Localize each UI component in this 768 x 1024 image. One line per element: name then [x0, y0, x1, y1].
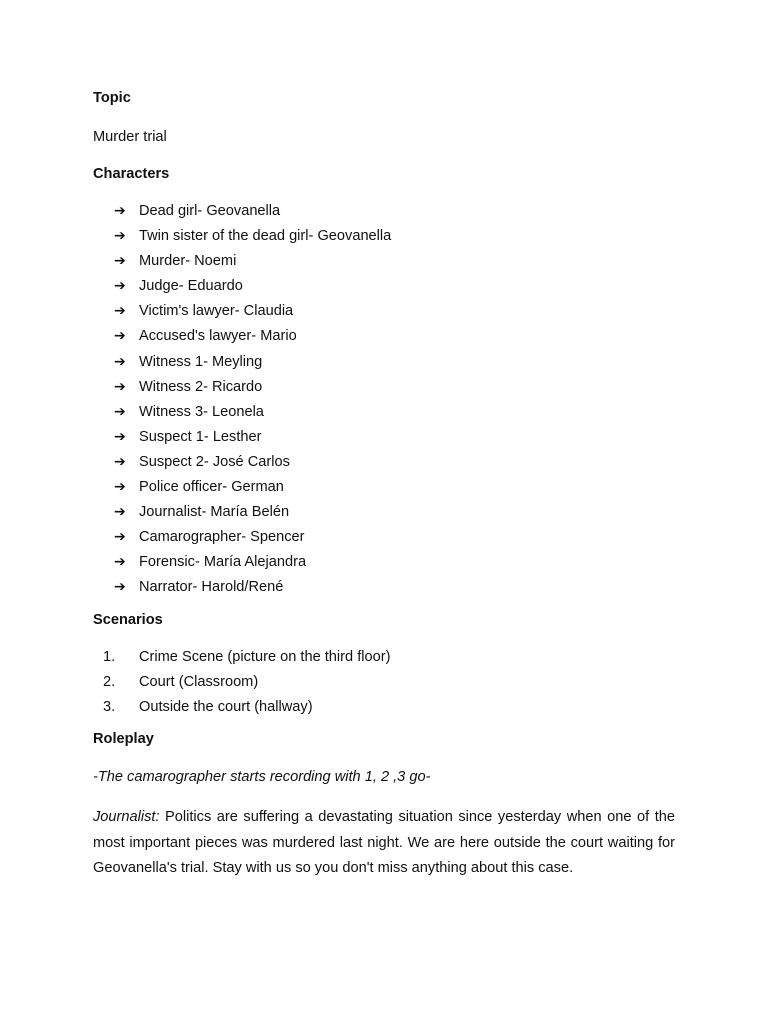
characters-heading: Characters [93, 166, 170, 182]
right-arrow-icon: ➔ [114, 428, 126, 445]
right-arrow-icon: ➔ [114, 378, 126, 395]
character-label: Journalist- María Belén [139, 504, 290, 521]
character-label: Witness 3- Leonela [139, 403, 264, 420]
character-item [93, 326, 675, 351]
topic-value: Murder trial [93, 129, 167, 145]
scenario-label: Crime Scene (picture on the third floor) [139, 648, 391, 665]
character-item [93, 301, 675, 326]
character-item [93, 226, 675, 251]
right-arrow-icon: ➔ [114, 278, 126, 295]
character-label: Witness 1- Meyling [139, 353, 263, 370]
character-label: Forensic- María Alejandra [139, 554, 307, 571]
dialogue-text: Politics are suffering a devastating situation since yesterday when one of the most important pieces was murdered last night. We are here outside the court waiting for Geovanella's trial. Stay with us so you don't miss anything about this case. [93, 809, 675, 876]
speaker-label: Journalist: [93, 809, 160, 826]
characters-list [93, 201, 675, 603]
scenario-number: 3. [103, 699, 116, 716]
character-item [93, 577, 675, 602]
character-item [93, 251, 675, 276]
document-body [93, 88, 675, 881]
scenario-number: 1. [103, 648, 116, 665]
scenario-item [93, 647, 675, 672]
character-item [93, 377, 675, 402]
roleplay-heading: Roleplay [93, 731, 154, 748]
character-item [93, 477, 675, 502]
character-label: Suspect 1- Lesther [139, 428, 262, 445]
scenario-number: 2. [103, 673, 116, 690]
character-item [93, 552, 675, 577]
character-label: Narrator- Harold/René [139, 579, 284, 596]
topic-heading: Topic [93, 90, 131, 106]
character-label: Judge- Eduardo [139, 278, 243, 295]
character-item [93, 502, 675, 527]
right-arrow-icon: ➔ [114, 253, 126, 270]
right-arrow-icon: ➔ [114, 529, 126, 546]
character-label: Camarographer- Spencer [139, 529, 305, 546]
character-item [93, 276, 675, 301]
scenario-label: Outside the court (hallway) [139, 699, 313, 716]
right-arrow-icon: ➔ [114, 328, 126, 345]
stage-direction: -The camarographer starts recording with 1, 2 ,3 go- [93, 769, 431, 786]
right-arrow-icon: ➔ [114, 203, 126, 219]
right-arrow-icon: ➔ [114, 228, 126, 245]
character-label: Dead girl- Geovanella [139, 203, 281, 219]
character-label: Accused's lawyer- Mario [139, 328, 297, 345]
character-label: Victim's lawyer- Claudia [139, 303, 294, 320]
right-arrow-icon: ➔ [114, 303, 126, 320]
right-arrow-icon: ➔ [114, 453, 126, 470]
character-label: Witness 2- Ricardo [139, 378, 263, 395]
character-item [93, 201, 675, 226]
character-label: Suspect 2- José Carlos [139, 453, 290, 470]
dialogue-paragraph [93, 805, 675, 881]
character-item [93, 452, 675, 477]
character-label: Twin sister of the dead girl- Geovanella [139, 228, 392, 245]
right-arrow-icon: ➔ [114, 479, 126, 496]
right-arrow-icon: ➔ [114, 554, 126, 571]
scenarios-heading: Scenarios [93, 611, 163, 628]
scenario-label: Court (Classroom) [139, 673, 259, 690]
right-arrow-icon: ➔ [114, 504, 126, 521]
scenario-item [93, 697, 675, 722]
right-arrow-icon: ➔ [114, 579, 126, 596]
right-arrow-icon: ➔ [114, 353, 126, 370]
character-item [93, 527, 675, 552]
character-label: Murder- Noemi [139, 253, 237, 270]
right-arrow-icon: ➔ [114, 403, 126, 420]
character-label: Police officer- German [139, 479, 284, 496]
character-item [93, 352, 675, 377]
character-item [93, 402, 675, 427]
scenario-item [93, 672, 675, 697]
character-item [93, 427, 675, 452]
scenarios-list [93, 647, 675, 723]
